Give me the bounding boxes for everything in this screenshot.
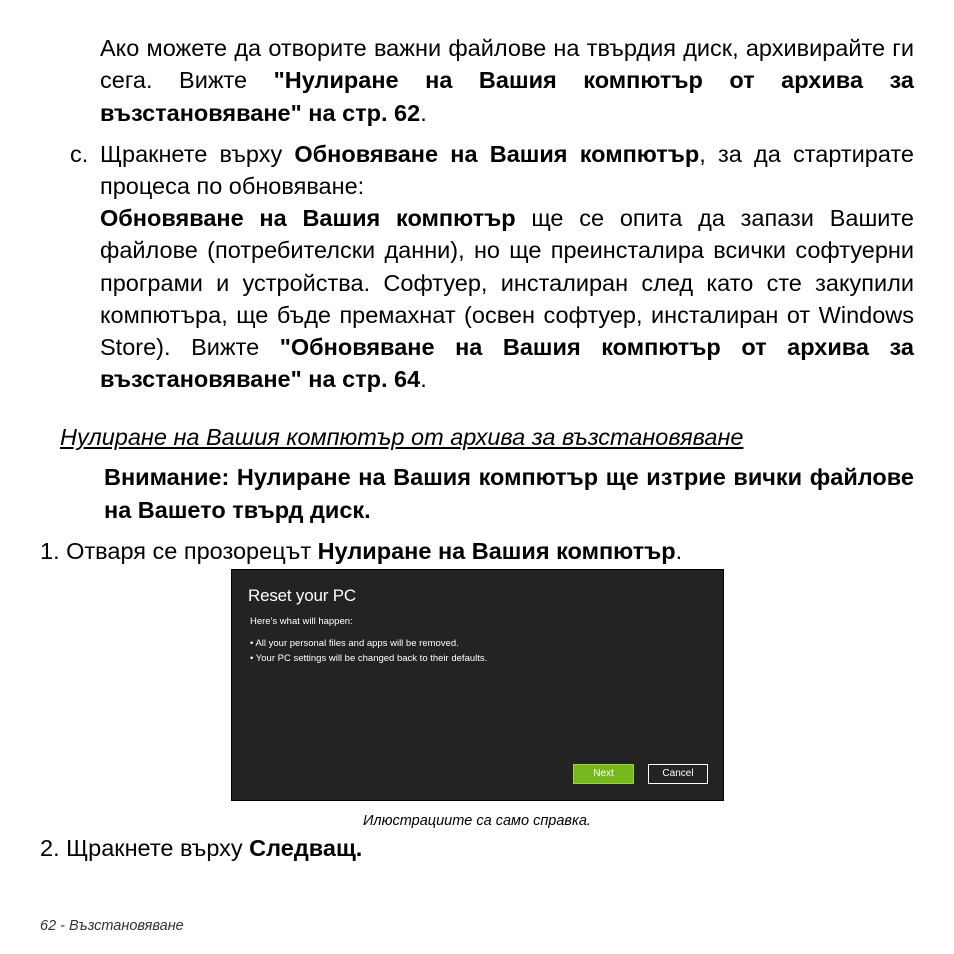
section-heading: Нулиране на Вашия компютър от архива за възстановяване [60, 424, 744, 450]
step-2-bold: Следващ. [249, 835, 363, 861]
refresh-desc-end: . [420, 366, 427, 393]
refresh-reference-link[interactable]: "Обновяване на Вашия компютър от архива за възстановяване" на стр. 64 [100, 334, 914, 393]
refresh-desc-text: ще се опита да запази Вашите файлове (потребителски данни), но ще преинсталира всички софтуерни програми и устройства. Софтуер, инсталиран след като сте закупили компютъра, ще бъде премахнат (освен софтуер, инсталиран от Windows Store). Вижте [100, 205, 914, 361]
reset-pc-screenshot [231, 569, 724, 801]
step-1-text: 1. Отваря се прозорецът [40, 538, 318, 564]
reset-pc-bullet: • All your personal files and apps will be removed. [250, 638, 459, 649]
step-2-text: 2. Щракнете върху [40, 835, 250, 861]
intro-end: . [420, 99, 427, 126]
item-c-paragraph [100, 138, 914, 203]
next-button[interactable]: Next [573, 764, 634, 784]
cancel-button[interactable]: Cancel [648, 764, 708, 784]
item-c-text-2: , за да стартирате процеса по обновяване: [100, 141, 914, 200]
step-1-end: . [675, 538, 683, 564]
page-footer: 62 - Възстановяване [40, 918, 184, 934]
step-1 [40, 535, 682, 567]
reset-pc-bullet: • Your PC settings will be changed back to their defaults. [250, 653, 488, 664]
reset-pc-subtitle: Here's what will happen: [250, 616, 353, 627]
step-2 [40, 832, 362, 864]
intro-text: Ако можете да отворите важни файлове на твърдия диск, архивирайте ги сега. Вижте [100, 35, 914, 94]
item-c-bold: Обновяване на Вашия компютър [294, 141, 700, 167]
refresh-desc-bold: Обновяване на Вашия компютър [100, 205, 516, 231]
list-marker-c: c. [70, 141, 89, 167]
intro-paragraph [100, 32, 914, 129]
refresh-description [100, 202, 914, 396]
warning-text: Внимание: Нулиране на Вашия компютър ще изтрие вички файлове на Вашето твърд диск. [104, 464, 914, 523]
item-c-text: Щракнете върху [100, 141, 295, 167]
figure-caption: Илюстрациите са само справка. [363, 813, 591, 829]
intro-reference-link[interactable]: "Нулиране на Вашия компютър от архива за възстановяване" на стр. 62 [100, 67, 914, 126]
reset-pc-title: Reset your PC [248, 586, 356, 605]
step-1-bold: Нулиране на Вашия компютър [317, 538, 676, 564]
